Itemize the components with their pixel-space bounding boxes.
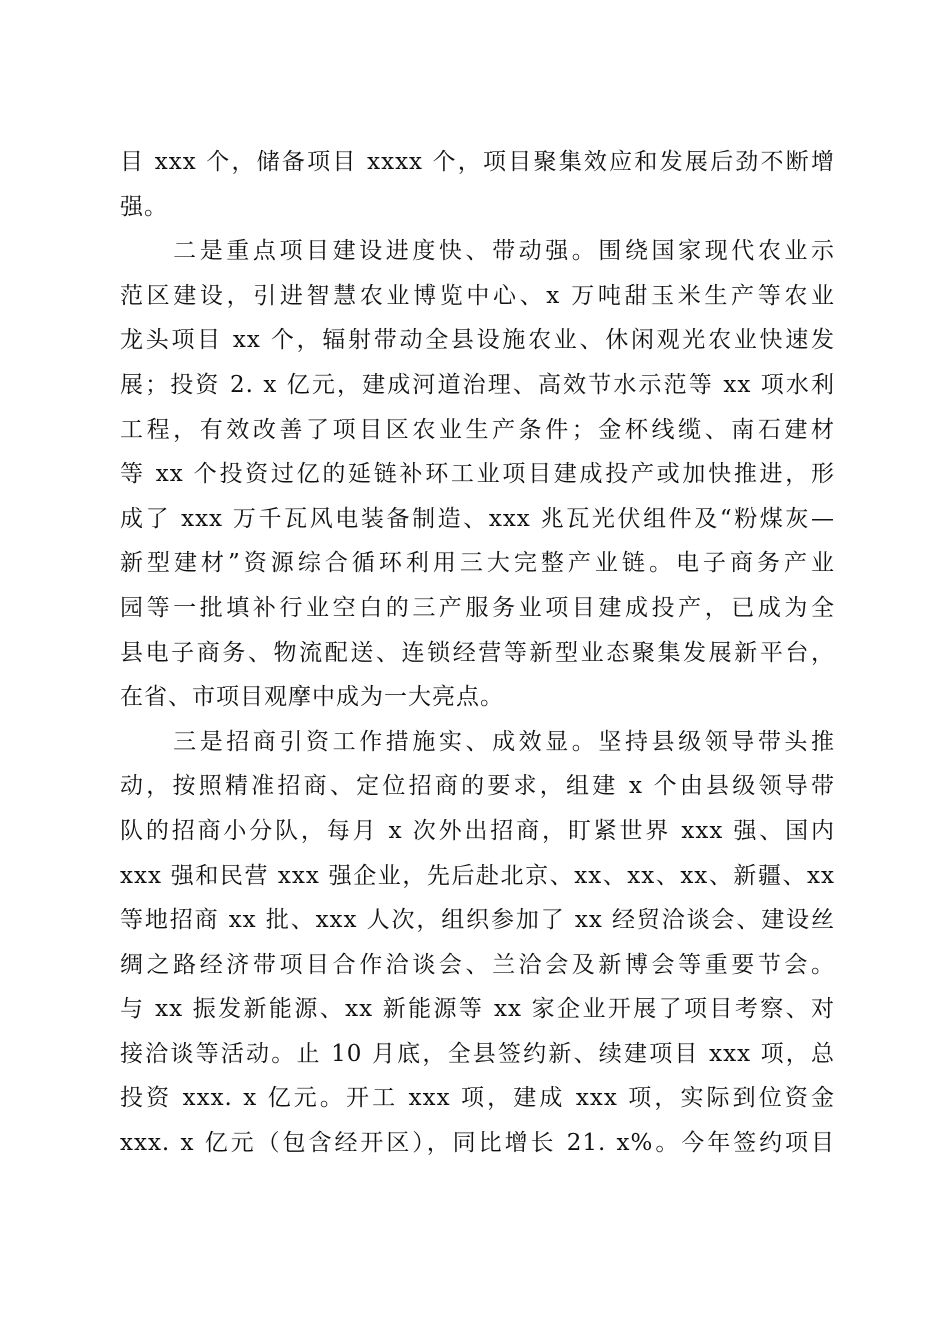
text-line-4: 范区建设，引进智慧农业博览中心、x 万吨甜玉米生产等农业	[120, 282, 835, 309]
text-line-14: 三是招商引资工作措施实、成效显。坚持县级领导带头推	[120, 728, 835, 755]
text-line-17: xxx 强和民营 xxx 强企业，先后赴北京、xx、xx、xx、新疆、xx	[120, 862, 835, 889]
text-line-23: xxx. x 亿元（包含经开区），同比增长 21. x%。今年签约项目	[120, 1130, 835, 1157]
text-line-8: 等 xx 个投资过亿的延链补环工业项目建成投产或加快推进，形	[120, 461, 835, 488]
text-line-3: 二是重点项目建设进度快、带动强。围绕国家现代农业示	[120, 238, 835, 265]
text-line-6: 展；投资 2. x 亿元，建成河道治理、高效节水示范等 xx 项水利	[120, 371, 835, 398]
text-line-19: 绸之路经济带项目合作洽谈会、兰洽会及新博会等重要节会。	[120, 951, 835, 978]
text-line-1: 目 xxx 个，储备项目 xxxx 个，项目聚集效应和发展后劲不断增	[120, 149, 835, 175]
text-line-13: 在省、市项目观摩中成为一大亮点。	[120, 684, 504, 711]
text-line-10: 新型建材”资源综合循环利用三大完整产业链。电子商务产业	[120, 550, 835, 577]
text-line-12: 县电子商务、物流配送、连锁经营等新型业态聚集发展新平台，	[120, 639, 835, 666]
text-line-9: 成了 xxx 万千瓦风电装备制造、xxx 兆瓦光伏组件及“粉煤灰—	[120, 505, 835, 532]
text-line-16: 队的招商小分队，每月 x 次外出招商，盯紧世界 xxx 强、国内	[120, 817, 835, 844]
text-line-7: 工程，有效改善了项目区农业生产条件；金杯线缆、南石建材	[120, 416, 835, 443]
text-line-22: 投资 xxx. x 亿元。开工 xxx 项，建成 xxx 项，实际到位资金	[120, 1085, 835, 1112]
text-line-21: 接洽谈等活动。止 10 月底，全县签约新、续建项目 xxx 项，总	[120, 1040, 835, 1067]
text-line-11: 园等一批填补行业空白的三产服务业项目建成投产，已成为全	[120, 594, 835, 621]
text-line-2: 强。	[120, 193, 168, 220]
text-line-18: 等地招商 xx 批、xxx 人次，组织参加了 xx 经贸洽谈会、建设丝	[120, 907, 835, 934]
text-line-20: 与 xx 振发新能源、xx 新能源等 xx 家企业开展了项目考察、对	[120, 996, 835, 1023]
text-line-5: 龙头项目 xx 个，辐射带动全县设施农业、休闲观光农业快速发	[120, 327, 835, 354]
text-line-15: 动，按照精准招商、定位招商的要求，组建 x 个由县级领导带	[120, 773, 835, 800]
body-text	[120, 140, 835, 1166]
